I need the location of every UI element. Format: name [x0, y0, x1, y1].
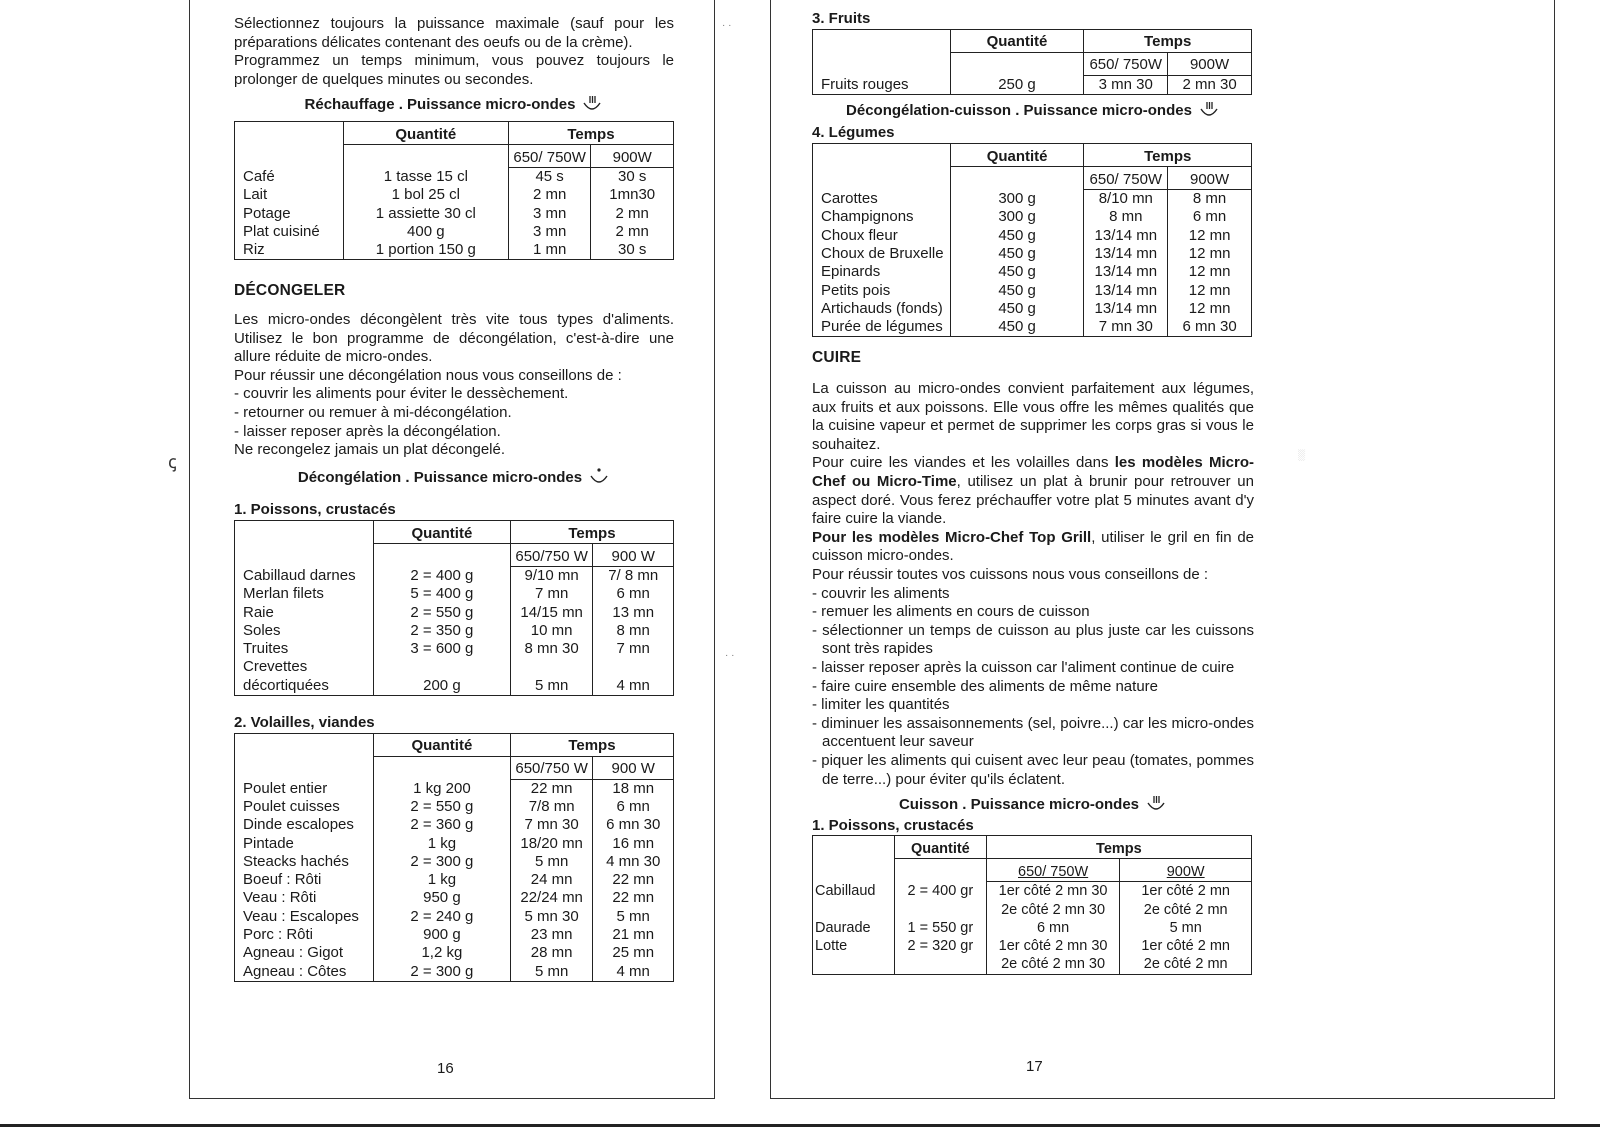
- decongeler-tip-3: - laisser reposer après la décongélation.: [234, 422, 501, 440]
- header-quantite: Quantité: [343, 121, 508, 144]
- quantity-cell: 250 g: [950, 75, 1084, 94]
- time-650-cell: 3 mn 30: [1084, 75, 1168, 94]
- item-cell: Agneau : Côtes: [235, 963, 374, 982]
- time-650-cell: 1er côté 2 mn 30: [986, 882, 1120, 901]
- microwave-max-power-icon: [1145, 795, 1167, 813]
- poissons-title: 1. Poissons, crustacés: [234, 501, 396, 519]
- cuire-grill-text: , utiliser le gril en fin de cuisson micro-ondes.: [812, 528, 1254, 565]
- header-temps: Temps: [1084, 144, 1252, 167]
- table-row: [235, 566, 674, 585]
- quantity-cell: [373, 658, 510, 676]
- table-row: [235, 853, 674, 871]
- item-cell: Porc : Rôti: [235, 926, 374, 944]
- time-650-cell: 22 mn: [510, 779, 593, 798]
- item-cell: Café: [235, 167, 344, 186]
- quantity-cell: 450 g: [950, 318, 1084, 337]
- header-temps: Temps: [510, 520, 673, 543]
- cuire-title: CUIRE: [812, 349, 862, 367]
- quantity-cell: 200 g: [373, 677, 510, 696]
- table-row: [813, 75, 1252, 94]
- scan-speck: · ·: [725, 650, 735, 661]
- item-cell: Agneau : Gigot: [235, 944, 374, 962]
- item-cell: Purée de légumes: [813, 318, 951, 337]
- cuire-tip: - faire cuire ensemble des aliments de même nature: [812, 677, 1158, 695]
- time-900-cell: 2 mn 30: [1168, 75, 1252, 94]
- time-650-cell: 1 mn: [508, 241, 591, 260]
- item-cell: Dinde escalopes: [235, 816, 374, 834]
- cuire-tip: - piquer les aliments qui cuisent avec leur peau (tomates, pommes de terre...) pour éviter qu'ils éclatent.: [812, 751, 1254, 788]
- item-cell: Champignons: [813, 208, 951, 226]
- quantity-cell: 1 portion 150 g: [343, 241, 508, 260]
- time-650-cell: 13/14 mn: [1084, 263, 1168, 281]
- quantity-cell: 450 g: [950, 300, 1084, 318]
- table-row: [235, 944, 674, 962]
- decongelation-heading-text: Décongélation . Puissance micro-ondes: [297, 468, 583, 486]
- time-900-cell: 6 mn 30: [1168, 318, 1252, 337]
- table-row: [813, 318, 1252, 337]
- header-650w: 650/ 750W: [1084, 167, 1168, 190]
- time-650-cell: 7 mn 30: [1084, 318, 1168, 337]
- time-900-cell: 4 mn: [593, 963, 674, 982]
- quantity-cell: 300 g: [950, 190, 1084, 209]
- quantity-cell: 1 tasse 15 cl: [343, 167, 508, 186]
- table-row: [235, 640, 674, 658]
- time-650-cell: 2e côté 2 mn 30: [986, 955, 1120, 974]
- time-650-cell: 5 mn 30: [510, 908, 593, 926]
- header-temps: Temps: [1084, 29, 1252, 52]
- item-cell: Raie: [235, 604, 374, 622]
- item-cell: Merlan filets: [235, 585, 374, 603]
- table-row: [235, 963, 674, 982]
- quantity-cell: 2 = 350 g: [373, 622, 510, 640]
- decongeler-intro: Les micro-ondes décongèlent très vite tous types d'aliments. Utilisez le bon programme de décongélation, c'est-à-dire une allure réduite de micro-ondes.: [234, 311, 674, 366]
- time-650-cell: 7 mn 30: [510, 816, 593, 834]
- item-cell: Potage: [235, 205, 344, 223]
- decongelation-cuisson-heading: [812, 101, 1254, 121]
- quantity-cell: [894, 901, 986, 919]
- time-900-cell: 12 mn: [1168, 300, 1252, 318]
- time-650-cell: 5 mn: [510, 853, 593, 871]
- time-650-cell: 22/24 mn: [510, 889, 593, 907]
- time-650-cell: 13/14 mn: [1084, 282, 1168, 300]
- table-row: [235, 779, 674, 798]
- quantity-cell: 2 = 300 g: [373, 963, 510, 982]
- header-900w: 900 W: [593, 756, 674, 779]
- item-cell: Cabillaud: [813, 882, 895, 901]
- quantity-cell: 2 = 240 g: [373, 908, 510, 926]
- cuire-grill-models: Pour les modèles Micro-Chef Top Grill: [812, 528, 1092, 546]
- quantity-cell: 3 = 600 g: [373, 640, 510, 658]
- cuire-tip: - sélectionner un temps de cuisson au plus juste car les cuissons sont très rapides: [812, 621, 1254, 658]
- legumes-table: [812, 143, 1252, 337]
- time-650-cell: 45 s: [508, 167, 591, 186]
- item-cell: Petits pois: [813, 282, 951, 300]
- time-900-cell: 22 mn: [593, 889, 674, 907]
- quantity-cell: 2 = 400 gr: [894, 882, 986, 901]
- cuire-grill: [812, 529, 1254, 566]
- intro-paragraph-2: Programmez un temps minimum, vous pouvez toujours le prolonger de quelques minutes ou secondes.: [234, 52, 674, 88]
- time-900-cell: 2 mn: [591, 223, 674, 241]
- item-cell: Artichauds (fonds): [813, 300, 951, 318]
- decongeler-warning: Ne recongelez jamais un plat décongelé.: [234, 441, 506, 459]
- cuire-tips-list: [812, 585, 1254, 790]
- microwave-max-power-icon: [1198, 101, 1220, 119]
- bottom-rule: [0, 1124, 1600, 1127]
- time-900-cell: 16 mn: [593, 835, 674, 853]
- table-row: [813, 227, 1252, 245]
- item-cell: Pintade: [235, 835, 374, 853]
- item-cell: décortiquées: [235, 677, 374, 696]
- header-quantite: Quantité: [373, 520, 510, 543]
- header-quantite: Quantité: [950, 144, 1084, 167]
- intro-paragraph-1: Sélectionnez toujours la puissance maximale (sauf pour les préparations délicates contenant des oeufs ou de la crème).: [234, 15, 674, 51]
- table-row: [235, 908, 674, 926]
- time-650-cell: 3 mn: [508, 205, 591, 223]
- table-row: [813, 190, 1252, 209]
- quantity-cell: 950 g: [373, 889, 510, 907]
- right-page: [812, 10, 1254, 975]
- header-quantite: Quantité: [950, 29, 1084, 52]
- time-900-cell: 2e côté 2 mn: [1120, 901, 1252, 919]
- decongelation-heading: [234, 468, 674, 488]
- table-row: [813, 208, 1252, 226]
- table-row: [813, 937, 1252, 955]
- time-900-cell: 1er côté 2 mn: [1120, 937, 1252, 955]
- cuire-tip: - laisser reposer après la cuisson car l'aliment continue de cuire: [812, 658, 1235, 676]
- decongeler-tip-2: - retourner ou remuer à mi-décongélation.: [234, 404, 512, 422]
- rechauffage-heading: [234, 95, 674, 115]
- volailles-table: [234, 733, 674, 982]
- item-cell: Epinards: [813, 263, 951, 281]
- time-650-cell: 13/14 mn: [1084, 300, 1168, 318]
- time-900-cell: 6 mn: [1168, 208, 1252, 226]
- time-650-cell: 1er côté 2 mn 30: [986, 937, 1120, 955]
- item-cell: Crevettes: [235, 658, 374, 676]
- table-row: [813, 919, 1252, 937]
- table-row: [813, 300, 1252, 318]
- cuire-tip: - diminuer les assaisonnements (sel, poivre...) car les micro-ondes accentuent leur saveur: [812, 714, 1254, 751]
- quantity-cell: 300 g: [950, 208, 1084, 226]
- header-650w-text: 650/ 750W: [1018, 864, 1089, 880]
- item-cell: Lait: [235, 186, 344, 204]
- header-900w: 900W: [1168, 167, 1252, 190]
- table-row: [235, 604, 674, 622]
- quantity-cell: 1,2 kg: [373, 944, 510, 962]
- left-page: [234, 15, 674, 982]
- item-cell: Fruits rouges: [813, 75, 951, 94]
- header-650w: 650/ 750W: [1084, 52, 1168, 75]
- time-900-cell: 18 mn: [593, 779, 674, 798]
- decongeler-advice-lead: Pour réussir une décongélation nous vous conseillons de :: [234, 366, 622, 384]
- time-900-cell: 8 mn: [593, 622, 674, 640]
- header-temps: Temps: [986, 836, 1251, 859]
- header-900w: 900 W: [593, 543, 674, 566]
- quantity-cell: 2 = 550 g: [373, 604, 510, 622]
- quantity-cell: [894, 955, 986, 974]
- cuire-viandes-text-b: , utilisez un plat à brunir pour retrouver un aspect doré. Vous ferez préchauffer votre plat 5 minutes avant d'y faire cuire la viande.: [812, 473, 1254, 528]
- item-cell: Plat cuisiné: [235, 223, 344, 241]
- cuire-viandes-models: les modèles Micro-Chef ou Micro-Time: [812, 454, 1255, 491]
- item-cell: Lotte: [813, 937, 895, 955]
- item-cell: [813, 901, 895, 919]
- table-row: [813, 901, 1252, 919]
- item-cell: Truites: [235, 640, 374, 658]
- table-row: [235, 658, 674, 676]
- quantity-cell: 1 kg: [373, 835, 510, 853]
- time-900-cell: 12 mn: [1168, 227, 1252, 245]
- time-900-cell: 25 mn: [593, 944, 674, 962]
- table-row: [813, 263, 1252, 281]
- quantity-cell: 450 g: [950, 227, 1084, 245]
- table-row: [235, 798, 674, 816]
- decongelation-cuisson-heading-text: Décongélation-cuisson . Puissance micro-ondes: [846, 101, 1192, 119]
- quantity-cell: 450 g: [950, 245, 1084, 263]
- time-650-cell: 7 mn: [510, 585, 593, 603]
- table-row: [235, 871, 674, 889]
- table-row: [235, 585, 674, 603]
- header-quantite: Quantité: [373, 733, 510, 756]
- legumes-title: 4. Légumes: [812, 124, 895, 142]
- cuire-intro: La cuisson au micro-ondes convient parfaitement aux légumes, aux fruits et aux poissons. Elle vous offre les mêmes qualités que la cuisine vapeur et permet de supprimer les corps gras si vous le souhaitez.: [812, 380, 1254, 453]
- table-row: [235, 677, 674, 696]
- header-900w: 900W: [1168, 52, 1252, 75]
- time-900-cell: 6 mn: [593, 798, 674, 816]
- cuisson-poissons-title: 1. Poissons, crustacés: [812, 816, 974, 834]
- table-row: [235, 816, 674, 834]
- table-row: [235, 622, 674, 640]
- item-cell: Riz: [235, 241, 344, 260]
- poissons-table: [234, 520, 674, 696]
- time-650-cell: 8/10 mn: [1084, 190, 1168, 209]
- time-650-cell: 14/15 mn: [510, 604, 593, 622]
- volailles-title: 2. Volailles, viandes: [234, 714, 375, 732]
- cuire-viandes: [812, 454, 1254, 528]
- time-900-cell: 5 mn: [593, 908, 674, 926]
- time-900-cell: 13 mn: [593, 604, 674, 622]
- item-cell: Choux fleur: [813, 227, 951, 245]
- table-row: [235, 835, 674, 853]
- table-row: [813, 282, 1252, 300]
- item-cell: Veau : Rôti: [235, 889, 374, 907]
- header-650w: 650/ 750W: [508, 144, 591, 167]
- scan-speck: ꞔ: [168, 452, 177, 472]
- time-900-cell: 22 mn: [593, 871, 674, 889]
- time-900-cell: [593, 658, 674, 676]
- item-cell: Daurade: [813, 919, 895, 937]
- time-900-cell: 21 mn: [593, 926, 674, 944]
- quantity-cell: 5 = 400 g: [373, 585, 510, 603]
- cuisson-heading: [812, 795, 1254, 815]
- header-temps: Temps: [510, 733, 673, 756]
- cuisson-table: [812, 835, 1252, 974]
- fruits-table: [812, 29, 1252, 95]
- time-650-cell: 24 mn: [510, 871, 593, 889]
- cuire-tip: - remuer les aliments en cours de cuisson: [812, 603, 1090, 621]
- item-cell: Choux de Bruxelle: [813, 245, 951, 263]
- item-cell: Carottes: [813, 190, 951, 209]
- cuire-viandes-text-a: Pour cuire les viandes et les volailles dans: [812, 454, 1115, 472]
- scan-speck: ░: [1298, 450, 1306, 461]
- page-number-right: 17: [1026, 1058, 1043, 1075]
- table-row: [813, 245, 1252, 263]
- time-650-cell: 2 mn: [508, 186, 591, 204]
- time-900-cell: 6 mn: [593, 585, 674, 603]
- time-650-cell: 9/10 mn: [510, 566, 593, 585]
- time-650-cell: 18/20 mn: [510, 835, 593, 853]
- quantity-cell: 1 = 550 gr: [894, 919, 986, 937]
- table-row: [235, 223, 674, 241]
- time-900-cell: 12 mn: [1168, 263, 1252, 281]
- header-650w: 650/750 W: [510, 543, 593, 566]
- cuire-advice-lead: Pour réussir toutes vos cuissons nous vous conseillons de :: [812, 565, 1209, 583]
- header-650w: 650/750 W: [510, 756, 593, 779]
- time-900-cell: 6 mn 30: [593, 816, 674, 834]
- time-650-cell: 23 mn: [510, 926, 593, 944]
- microwave-max-power-icon: [581, 95, 603, 113]
- quantity-cell: 450 g: [950, 263, 1084, 281]
- time-650-cell: [510, 658, 593, 676]
- time-900-cell: 8 mn: [1168, 190, 1252, 209]
- decongeler-title: DÉCONGELER: [234, 282, 346, 300]
- time-650-cell: 6 mn: [986, 919, 1120, 937]
- table-row: [235, 186, 674, 204]
- time-650-cell: 5 mn: [510, 677, 593, 696]
- time-650-cell: 13/14 mn: [1084, 245, 1168, 263]
- quantity-cell: 1 kg: [373, 871, 510, 889]
- cuisson-heading-text: Cuisson . Puissance micro-ondes: [898, 796, 1140, 814]
- table-row: [813, 882, 1252, 901]
- quantity-cell: 1 assiette 30 cl: [343, 205, 508, 223]
- header-temps: Temps: [508, 121, 673, 144]
- item-cell: Poulet cuisses: [235, 798, 374, 816]
- time-650-cell: 10 mn: [510, 622, 593, 640]
- time-650-cell: 5 mn: [510, 963, 593, 982]
- fruits-title: 3. Fruits: [812, 10, 871, 27]
- quantity-cell: 2 = 550 g: [373, 798, 510, 816]
- quantity-cell: 400 g: [343, 223, 508, 241]
- time-650-cell: 28 mn: [510, 944, 593, 962]
- time-900-cell: 4 mn: [593, 677, 674, 696]
- quantity-cell: 2 = 400 g: [373, 566, 510, 585]
- time-650-cell: 3 mn: [508, 223, 591, 241]
- time-900-cell: 5 mn: [1120, 919, 1252, 937]
- quantity-cell: 2 = 360 g: [373, 816, 510, 834]
- table-row: [813, 955, 1252, 974]
- time-900-cell: 12 mn: [1168, 282, 1252, 300]
- time-900-cell: 30 s: [591, 167, 674, 186]
- quantity-cell: 450 g: [950, 282, 1084, 300]
- time-650-cell: 13/14 mn: [1084, 227, 1168, 245]
- time-900-cell: 1mn30: [591, 186, 674, 204]
- time-650-cell: 7/8 mn: [510, 798, 593, 816]
- scan-speck: · ·: [722, 20, 732, 31]
- table-row: [235, 926, 674, 944]
- time-900-cell: 2 mn: [591, 205, 674, 223]
- microwave-defrost-power-icon: [588, 468, 610, 486]
- quantity-cell: 2 = 320 gr: [894, 937, 986, 955]
- time-900-cell: 7/ 8 mn: [593, 566, 674, 585]
- cuire-tip: - limiter les quantités: [812, 696, 950, 714]
- time-650-cell: 2e côté 2 mn 30: [986, 901, 1120, 919]
- time-900-cell: 2e côté 2 mn: [1120, 955, 1252, 974]
- header-900w: [1120, 859, 1252, 882]
- item-cell: Cabillaud darnes: [235, 566, 374, 585]
- cuire-tip: - couvrir les aliments: [812, 584, 950, 602]
- rechauffage-table: [234, 121, 674, 260]
- item-cell: Steacks hachés: [235, 853, 374, 871]
- header-quantite: Quantité: [894, 836, 986, 859]
- time-900-cell: 12 mn: [1168, 245, 1252, 263]
- time-650-cell: 8 mn: [1084, 208, 1168, 226]
- time-650-cell: 8 mn 30: [510, 640, 593, 658]
- quantity-cell: 1 kg 200: [373, 779, 510, 798]
- item-cell: Poulet entier: [235, 779, 374, 798]
- table-row: [235, 889, 674, 907]
- time-900-cell: 1er côté 2 mn: [1120, 882, 1252, 901]
- time-900-cell: 4 mn 30: [593, 853, 674, 871]
- rechauffage-heading-text: Réchauffage . Puissance micro-ondes: [304, 96, 576, 114]
- quantity-cell: 900 g: [373, 926, 510, 944]
- quantity-cell: 1 bol 25 cl: [343, 186, 508, 204]
- header-650w: [986, 859, 1120, 882]
- decongeler-tip-1: - couvrir les aliments pour éviter le dessèchement.: [234, 385, 569, 403]
- page-number-left: 16: [437, 1060, 454, 1077]
- header-900w: 900W: [591, 144, 674, 167]
- time-900-cell: 30 s: [591, 241, 674, 260]
- time-900-cell: 7 mn: [593, 640, 674, 658]
- table-row: [235, 205, 674, 223]
- item-cell: Soles: [235, 622, 374, 640]
- table-row: [235, 167, 674, 186]
- table-row: [235, 241, 674, 260]
- quantity-cell: 2 = 300 g: [373, 853, 510, 871]
- header-900w-text: 900W: [1166, 864, 1205, 880]
- item-cell: Veau : Escalopes: [235, 908, 374, 926]
- item-cell: Boeuf : Rôti: [235, 871, 374, 889]
- item-cell: [813, 955, 895, 974]
